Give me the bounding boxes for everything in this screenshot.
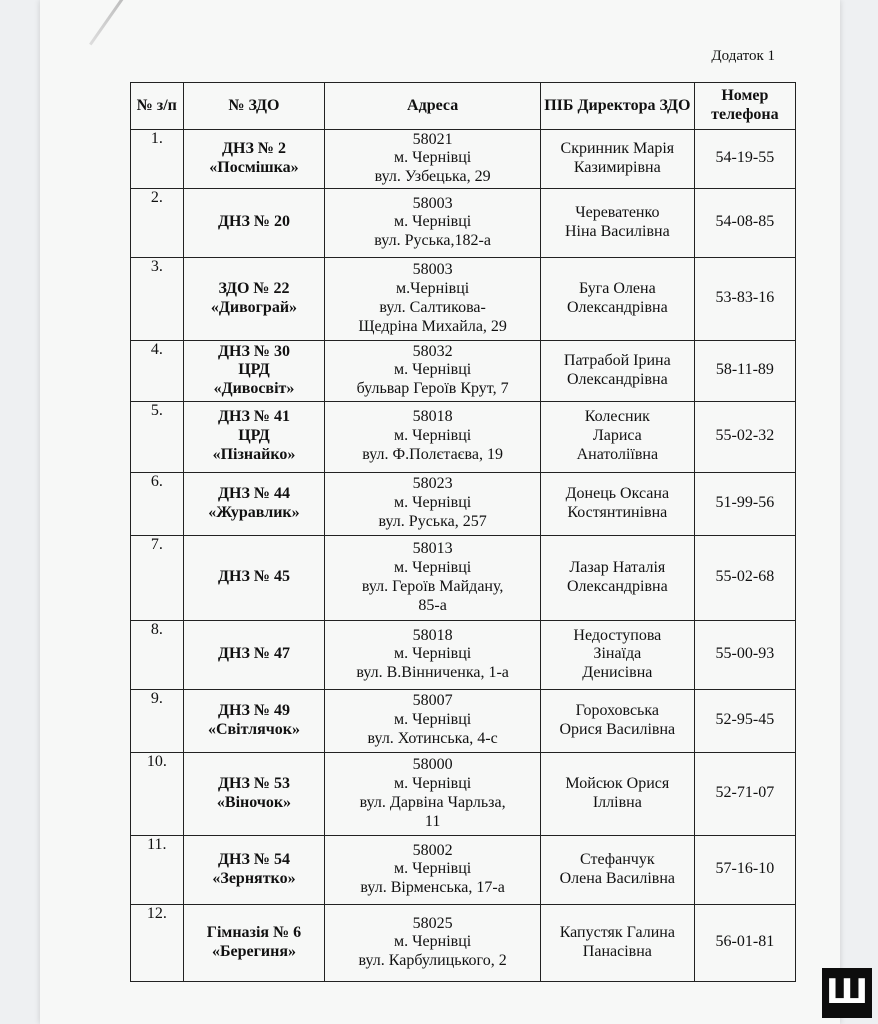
- institution-name-line: ЦРД: [238, 427, 270, 445]
- address-cell-line: 58025: [412, 914, 453, 932]
- phone-number: 51-99-56: [694, 472, 795, 535]
- institution-name-line: ДНЗ № 47: [217, 645, 290, 663]
- director-name-line: Колесник: [584, 408, 650, 426]
- phone-number: 53-83-16: [694, 257, 795, 340]
- address-cell-line: 11: [424, 812, 441, 830]
- address-cell: [325, 257, 541, 340]
- director-name-line: Казимирівна: [573, 158, 661, 176]
- address-cell-line: вул. Героїв Майдану,: [361, 577, 504, 595]
- address-cell-line: бульвар Героїв Крут, 7: [356, 380, 509, 398]
- director-name: [540, 188, 694, 257]
- director-name-line: Череватенко: [575, 203, 660, 221]
- director-name: [540, 401, 694, 472]
- phone-number: 55-02-68: [694, 535, 795, 620]
- institution-name: [183, 188, 325, 257]
- table-header-row: [131, 83, 796, 130]
- address-cell-line: вул. Руська,182-а: [374, 232, 491, 250]
- director-name-line: Капустяк Галина: [559, 924, 675, 942]
- table-row: [131, 689, 796, 752]
- address-cell-line: м. Чернівці: [394, 860, 472, 878]
- address-cell-line: вул. Руська, 257: [378, 513, 487, 531]
- address-cell: [325, 401, 541, 472]
- address-cell: [325, 340, 541, 401]
- address-cell: [325, 752, 541, 835]
- director-name: [540, 472, 694, 535]
- address-cell-line: м. Чернівці: [394, 645, 472, 663]
- row-number: 2.: [131, 188, 184, 257]
- director-name-line: Олександрівна: [566, 370, 668, 388]
- phone-number: 54-08-85: [694, 188, 795, 257]
- address-cell-line: 58007: [412, 692, 453, 710]
- director-name: [540, 689, 694, 752]
- address-cell-line: 85-а: [418, 596, 447, 614]
- row-number: 4.: [131, 340, 184, 401]
- director-name-line: Лариса: [592, 427, 642, 445]
- header-address: Адреса: [325, 83, 541, 130]
- phone-number: 54-19-55: [694, 130, 795, 189]
- director-name-line: Зінаїда: [593, 645, 642, 663]
- institution-name-line: «Світлячок»: [207, 720, 300, 738]
- director-name-line: Ніна Василівна: [564, 222, 670, 240]
- table-row: [131, 620, 796, 689]
- institution-name-line: «Дивограй»: [210, 298, 298, 316]
- phone-number: 52-95-45: [694, 689, 795, 752]
- director-name: [540, 752, 694, 835]
- kindergarten-table: [130, 82, 796, 982]
- address-cell-line: м. Чернівці: [394, 558, 472, 576]
- appendix-label: Додаток 1: [711, 48, 775, 64]
- address-cell-line: 58023: [412, 475, 453, 493]
- phone-number: 52-71-07: [694, 752, 795, 835]
- director-name-line: Орися Василівна: [559, 720, 676, 738]
- row-number: 3.: [131, 257, 184, 340]
- table-row: [131, 130, 796, 189]
- address-cell: [325, 535, 541, 620]
- header-director: ПІБ Директора ЗДО: [540, 83, 694, 130]
- table-row: [131, 835, 796, 904]
- institution-name-line: ДНЗ № 30: [217, 342, 290, 360]
- institution-name-line: «Берегиня»: [211, 942, 296, 960]
- address-cell-line: 58018: [412, 626, 453, 644]
- phone-number: 56-01-81: [694, 904, 795, 981]
- header-phone: Номер телефона: [694, 83, 795, 130]
- address-cell-line: вул. Ф.Полєтаєва, 19: [362, 446, 503, 464]
- address-cell-line: вул. Карбулицького, 2: [358, 952, 507, 970]
- address-cell: [325, 689, 541, 752]
- address-cell-line: м. Чернівці: [394, 149, 472, 167]
- header-num: № з/п: [131, 83, 184, 130]
- address-cell-line: м. Чернівці: [394, 774, 472, 792]
- director-name: [540, 620, 694, 689]
- institution-name: [183, 752, 325, 835]
- director-name-line: Стефанчук: [580, 850, 655, 868]
- phone-number: 55-00-93: [694, 620, 795, 689]
- institution-name-line: ДНЗ № 44: [217, 484, 290, 502]
- table-row: [131, 340, 796, 401]
- director-name-line: Анатоліївна: [576, 446, 659, 464]
- address-cell-line: вул. Узбецька, 29: [374, 168, 491, 186]
- institution-name-line: ДНЗ № 49: [217, 701, 290, 719]
- institution-name: [183, 535, 325, 620]
- director-name: [540, 130, 694, 189]
- institution-name-line: ДНЗ № 41: [217, 408, 290, 426]
- institution-name-line: «Віночок»: [216, 793, 292, 811]
- address-cell-line: 58021: [412, 130, 453, 148]
- address-cell-line: 58003: [412, 194, 453, 212]
- address-cell: [325, 620, 541, 689]
- address-cell-line: вул. Дарвіна Чарльза,: [359, 793, 506, 811]
- institution-name-line: «Дивосвіт»: [213, 380, 295, 398]
- address-cell-line: вул. Вірменська, 17-а: [360, 879, 505, 897]
- table-row: [131, 257, 796, 340]
- address-cell-line: 58000: [412, 756, 453, 774]
- header-name: № ЗДО: [183, 83, 325, 130]
- address-cell-line: м. Чернівці: [394, 494, 472, 512]
- director-name-line: Іллівна: [592, 793, 642, 811]
- institution-name-line: ДНЗ № 54: [217, 850, 290, 868]
- address-cell: [325, 130, 541, 189]
- director-name-line: Мойсюк Орися: [565, 774, 670, 792]
- director-name-line: Донець Оксана: [565, 484, 670, 502]
- address-cell: [325, 188, 541, 257]
- table-row: [131, 401, 796, 472]
- table-row: [131, 752, 796, 835]
- address-cell-line: м. Чернівці: [394, 427, 472, 445]
- row-number: 10.: [131, 752, 184, 835]
- director-name: [540, 340, 694, 401]
- institution-name-line: ДНЗ № 2: [221, 140, 286, 158]
- address-cell-line: 58013: [412, 540, 453, 558]
- address-cell-line: м. Чернівці: [394, 213, 472, 231]
- director-name-line: Олена Василівна: [559, 869, 676, 887]
- row-number: 7.: [131, 535, 184, 620]
- director-name: [540, 904, 694, 981]
- table-row: [131, 904, 796, 981]
- phone-number: 58-11-89: [694, 340, 795, 401]
- institution-name: [183, 401, 325, 472]
- institution-name-line: ДНЗ № 45: [217, 568, 290, 586]
- institution-name-line: «Журавлик»: [208, 503, 300, 521]
- row-number: 12.: [131, 904, 184, 981]
- institution-name: [183, 620, 325, 689]
- institution-name-line: «Зернятко»: [212, 869, 296, 887]
- director-name-line: Денисівна: [582, 664, 653, 682]
- institution-name: [183, 340, 325, 401]
- institution-name: [183, 257, 325, 340]
- address-cell-line: Щедріна Михайла, 29: [358, 317, 507, 335]
- institution-name-line: ДНЗ № 20: [217, 213, 290, 231]
- address-cell-line: м. Чернівці: [394, 361, 472, 379]
- address-cell-line: 58003: [412, 261, 453, 279]
- address-cell-line: м.Чернівці: [396, 280, 470, 297]
- table-body: [131, 130, 796, 982]
- institution-name: [183, 130, 325, 189]
- address-cell-line: вул. Салтикова-: [379, 298, 486, 316]
- director-name-line: Олександрівна: [566, 298, 668, 316]
- row-number: 11.: [131, 835, 184, 904]
- address-cell-line: м. Чернівці: [394, 933, 472, 951]
- director-name: [540, 535, 694, 620]
- director-name-line: Недоступова: [573, 626, 662, 644]
- institution-name: [183, 689, 325, 752]
- institution-name-line: ЦРД: [238, 361, 270, 379]
- institution-name-line: «Посмішка»: [209, 158, 299, 176]
- table-row: [131, 472, 796, 535]
- table-row: [131, 535, 796, 620]
- director-name-line: Лазар Наталія: [569, 558, 666, 576]
- director-name: [540, 257, 694, 340]
- address-cell-line: 58032: [412, 342, 453, 360]
- director-name-line: Скринник Марія: [560, 140, 675, 158]
- row-number: 5.: [131, 401, 184, 472]
- director-name-line: Костянтинівна: [567, 503, 668, 521]
- row-number: 6.: [131, 472, 184, 535]
- institution-name: [183, 835, 325, 904]
- page-fold-mark: [89, 0, 126, 45]
- address-cell: [325, 835, 541, 904]
- address-cell-line: м. Чернівці: [394, 711, 472, 729]
- row-number: 8.: [131, 620, 184, 689]
- row-number: 9.: [131, 689, 184, 752]
- row-number: 1.: [131, 130, 184, 189]
- address-cell: [325, 472, 541, 535]
- table-row: [131, 188, 796, 257]
- director-name-line: Гороховська: [575, 701, 659, 719]
- phone-number: 57-16-10: [694, 835, 795, 904]
- institution-name-line: ДНЗ № 53: [217, 774, 290, 792]
- address-cell-line: 58002: [412, 841, 453, 859]
- institution-name-line: «Пізнайко»: [212, 446, 296, 464]
- institution-name-line: Гімназія № 6: [206, 924, 302, 942]
- institution-name-line: ЗДО № 22: [218, 280, 290, 297]
- director-name-line: Олександрівна: [566, 577, 668, 595]
- director-name: [540, 835, 694, 904]
- address-cell: [325, 904, 541, 981]
- institution-name: [183, 904, 325, 981]
- director-name-line: Буга Олена: [578, 280, 656, 297]
- address-cell-line: вул. В.Вінниченка, 1-а: [356, 664, 509, 682]
- address-cell-line: 58018: [412, 408, 453, 426]
- phone-number: 55-02-32: [694, 401, 795, 472]
- director-name-line: Патрабой Ірина: [563, 352, 671, 369]
- watermark-logo: Ш: [822, 968, 872, 1018]
- address-cell-line: вул. Хотинська, 4-с: [367, 730, 498, 748]
- institution-name: [183, 472, 325, 535]
- director-name-line: Панасівна: [582, 942, 652, 960]
